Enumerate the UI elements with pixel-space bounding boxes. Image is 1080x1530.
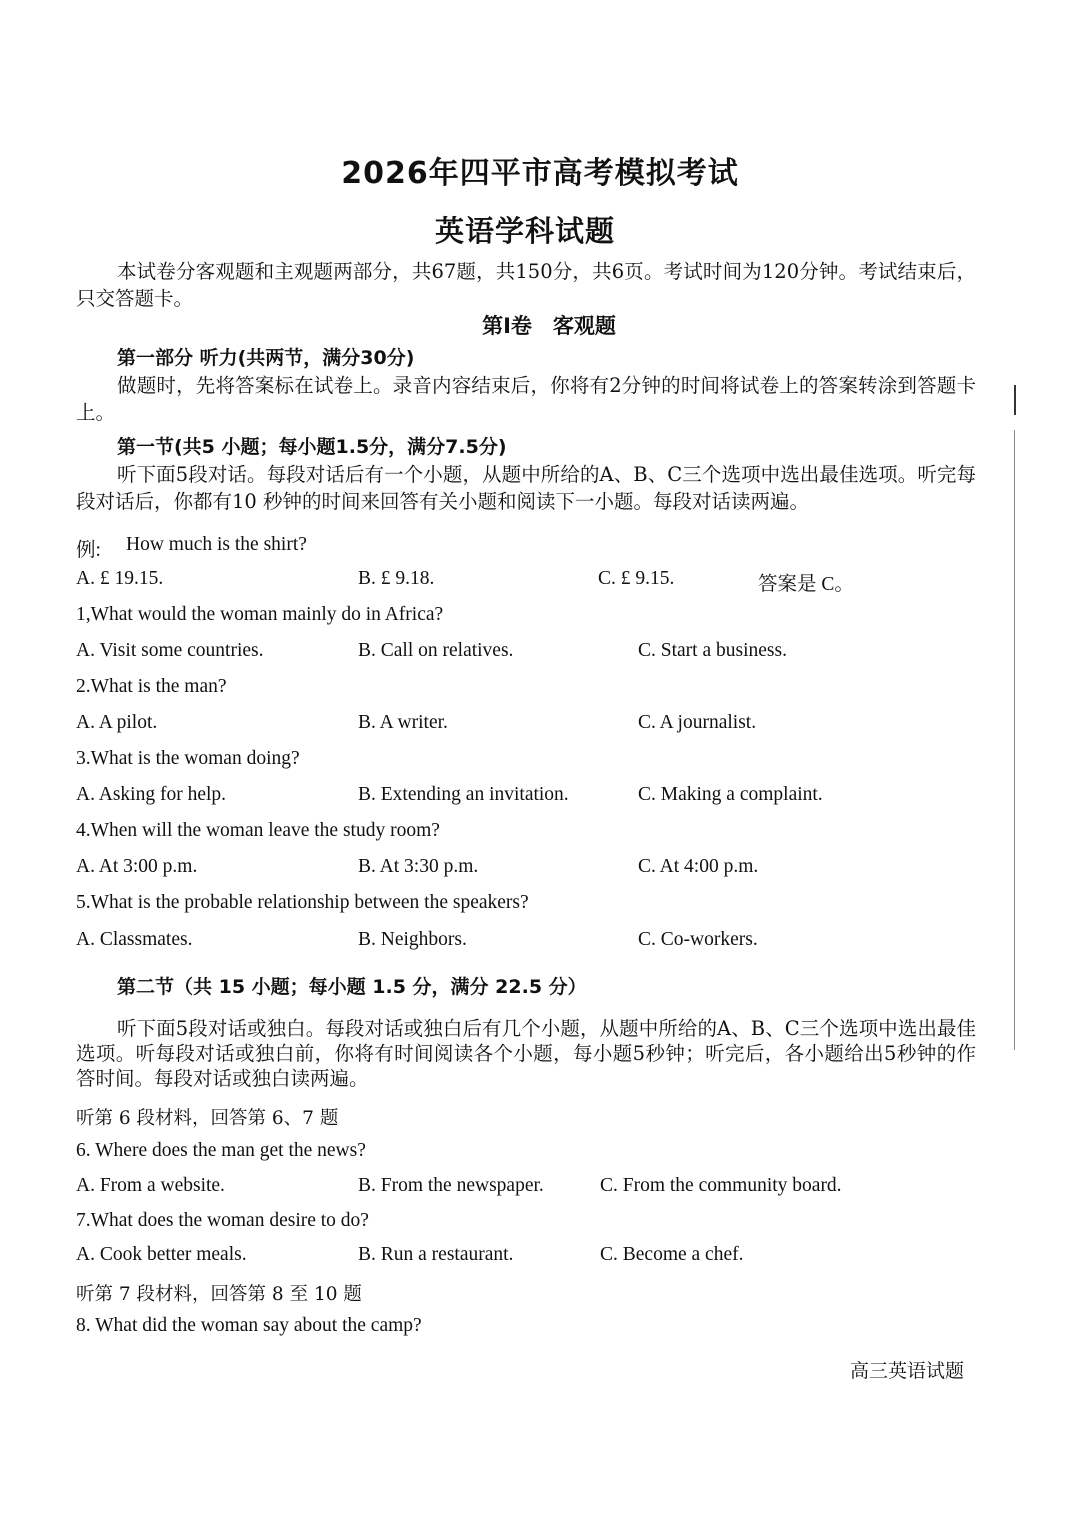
margin-rule-long	[1014, 430, 1015, 1050]
section1-heading: 第一节(共5 小题；每小题1.5分，满分7.5分)	[117, 436, 507, 458]
q5-option-b: B. Neighbors.	[358, 929, 467, 950]
q3-option-a: A. Asking for help.	[76, 784, 227, 805]
exam-intro: 本试卷分客观题和主观题两部分，共67题，共150分，共6页。考试时间为120分钟。考试结束后，只交答题卡。	[76, 260, 976, 310]
example-option-c: C. £ 9.15.	[598, 568, 675, 589]
part1-instruction: 做题时，先将答案标在试卷上。录音内容结束后，你将有2分钟的时间将试卷上的答案转涂到答题卡上。	[76, 374, 976, 424]
q4-option-c: C. At 4:00 p.m.	[638, 856, 759, 877]
question-3: 3.What is the woman doing?	[76, 748, 300, 769]
section2-instruction: 听下面5段对话或独白。每段对话或独白后有几个小题，从题中所给的A、B、C三个选项中选出最佳选项。听每段对话或独白前，你将有时间阅读各个小题，每小题5秒钟；听完后，各小题给出5秒钟的作答时间。每段对话或独白读两遍。	[76, 1017, 976, 1090]
q6-option-c: C. From the community board.	[600, 1175, 842, 1196]
question-2: 2.What is the man?	[76, 676, 227, 697]
example-answer: 答案是 C。	[758, 574, 854, 595]
q5-option-a: A. Classmates.	[76, 929, 193, 950]
q1-option-a: A. Visit some countries.	[76, 640, 264, 661]
q7-option-a: A. Cook better meals.	[76, 1244, 247, 1265]
q4-option-b: B. At 3:30 p.m.	[358, 856, 479, 877]
question-1: 1,What would the woman mainly do in Africa?	[76, 604, 444, 625]
page-footer: 高三英语试题	[849, 1360, 964, 1382]
example-option-a: A. £ 19.15.	[76, 568, 164, 589]
q3-option-c: C. Making a complaint.	[638, 784, 823, 805]
question-5: 5.What is the probable relationship between the speakers?	[76, 892, 529, 913]
question-4: 4.When will the woman leave the study room?	[76, 820, 440, 841]
section1-instruction: 听下面5段对话。每段对话后有一个小题，从题中所给的A、B、C三个选项中选出最佳选项。听完每段对话后，你都有10 秒钟的时间来回答有关小题和阅读下一小题。每段对话读两遍。	[76, 463, 976, 513]
q7-option-c: C. Become a chef.	[600, 1244, 744, 1265]
q2-option-c: C. A journalist.	[638, 712, 757, 733]
q6-option-a: A. From a website.	[76, 1175, 225, 1196]
exam-title: 2026年四平市高考模拟考试	[341, 156, 739, 191]
q5-option-c: C. Co-workers.	[638, 929, 758, 950]
q1-option-c: C. Start a business.	[638, 640, 787, 661]
question-6: 6. Where does the man get the news?	[76, 1140, 366, 1161]
q7-option-b: B. Run a restaurant.	[358, 1244, 514, 1265]
question-7: 7.What does the woman desire to do?	[76, 1210, 369, 1231]
volume-heading: 第Ⅰ卷 客观题	[482, 314, 616, 338]
part1-heading: 第一部分 听力(共两节，满分30分)	[117, 347, 415, 369]
margin-rule-top	[1014, 385, 1016, 415]
section2-heading: 第二节（共 15 小题；每小题 1.5 分，满分 22.5 分）	[117, 976, 587, 998]
q2-option-a: A. A pilot.	[76, 712, 158, 733]
q4-option-a: A. At 3:00 p.m.	[76, 856, 198, 877]
example-label: 例:	[76, 540, 101, 561]
example-question: How much is the shirt?	[126, 534, 307, 555]
q1-option-b: B. Call on relatives.	[358, 640, 514, 661]
question-8: 8. What did the woman say about the camp?	[76, 1315, 422, 1336]
example-option-b: B. £ 9.18.	[358, 568, 435, 589]
q3-option-b: B. Extending an invitation.	[358, 784, 569, 805]
q6-option-b: B. From the newspaper.	[358, 1175, 544, 1196]
material-7-note: 听第 7 段材料，回答第 8 至 10 题	[76, 1284, 362, 1305]
material-6-note: 听第 6 段材料，回答第 6、7 题	[76, 1108, 339, 1129]
q2-option-b: B. A writer.	[358, 712, 448, 733]
subject-title: 英语学科试题	[434, 214, 615, 248]
